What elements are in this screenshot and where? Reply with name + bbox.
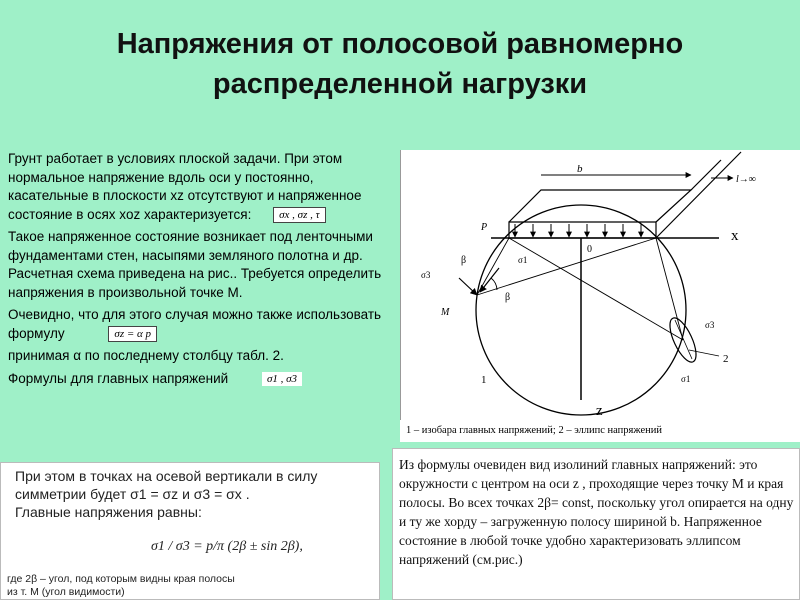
- load-strip-top: [509, 190, 691, 222]
- paragraph-5-text: Формулы для главных напряжений: [8, 370, 229, 386]
- beta-arc-m: [491, 278, 497, 290]
- ellipse-axis: [675, 320, 692, 359]
- bl-note-2: из т. M (угол видимости): [7, 586, 125, 598]
- label-isobar-1: 1: [481, 374, 487, 386]
- formula-rhs: = p/π (2β ± sin 2β),: [193, 539, 303, 554]
- bl-note-1: где 2β – угол, под которым видны края полосы: [7, 573, 235, 585]
- label-x: x: [731, 228, 739, 244]
- left-text-block: [8, 150, 393, 392]
- label-z: z: [596, 403, 603, 419]
- principal-stress-formula-box: [0, 462, 380, 600]
- label-p: P: [481, 222, 488, 233]
- load-strip-edge-right: [656, 152, 741, 238]
- label-beta-inner: β: [505, 292, 511, 303]
- label-sigma3-left: σ3: [421, 270, 431, 280]
- paragraph-4: принимая α по последнему столбцу табл. 2.: [8, 348, 284, 363]
- label-sigma1-top: σ1: [518, 255, 528, 265]
- paragraph-3-text: Очевидно, что для этого случая можно также использовать формулу: [8, 307, 382, 341]
- label-b: b: [577, 163, 583, 175]
- isoline-explanation-box: [392, 448, 800, 600]
- paragraph-5: [8, 370, 393, 389]
- title-line-1: Напряжения от полосовой равномерно: [116, 28, 684, 60]
- ellipse-leader-2: [689, 350, 719, 356]
- paragraph-3: [8, 306, 393, 343]
- paragraph-2: Такое напряженное состояние возникает под ленточными фундаментами стен, насыпями земляного полотна и др. Расчетная схема приведена на рис.. Требуется определить напряжения в произвольной точке M.: [8, 229, 382, 300]
- label-beta-left: β: [461, 255, 467, 266]
- bl-line-1: При этом в точках на осевой вертикали в силу: [15, 468, 318, 484]
- formula-lhs: σ1 / σ3: [151, 539, 190, 554]
- bl-line-2: симметрии будет σ1 = σz и σ3 = σx .: [15, 486, 250, 502]
- label-m: M: [441, 307, 450, 318]
- load-strip-edge-left: [691, 160, 721, 190]
- label-sigma1-right: σ1: [681, 374, 691, 384]
- label-l-infinity: l→∞: [736, 174, 756, 185]
- bl-line-3: Главные напряжения равны:: [15, 504, 202, 520]
- paragraph-1: [8, 150, 393, 224]
- load-arrows: [515, 224, 641, 237]
- load-strip-front: [509, 222, 656, 238]
- label-origin: 0: [587, 244, 592, 255]
- sigma-z-formula: σz = α p: [108, 326, 157, 342]
- stress-components-formula: σx , σz , τ: [273, 207, 325, 223]
- principal-stress-formula: [151, 539, 303, 555]
- diagram-caption: 1 – изобара главных напряжений; 2 – эллипс напряжений: [400, 420, 800, 442]
- label-ellipse-2: 2: [723, 353, 729, 365]
- isoline-explanation-text: Из формулы очевиден вид изолиний главных напряжений: это окружности с центром на оси z , проходящие через точку M и края полосы. Во всех точках 2β= const, поскольку угол опирается на одну и ту же хорду – загруженную полосу шириной b. Напряженное состояние в любой точке удобно характеризовать эллипсом напряжений (см.рис.): [399, 457, 794, 567]
- principal-stresses-formula: σ1 , σ3: [262, 372, 302, 386]
- ray-point2-left-edge: [509, 238, 683, 340]
- title-line-2: распределенной нагрузки: [212, 68, 588, 100]
- label-sigma3-right: σ3: [705, 320, 715, 330]
- slide-title: [40, 24, 760, 104]
- sigma3-arrow-m: [459, 278, 477, 295]
- paragraph-1-text: Грунт работает в условиях плоской задачи. При этом нормальное напряжение вдоль оси у постоянно, касательные в плоскости xz отсутствуют и напряженное состояние в осях xoz характеризуется:: [8, 151, 362, 222]
- stress-diagram: [400, 150, 800, 442]
- stress-diagram-svg: [401, 150, 800, 420]
